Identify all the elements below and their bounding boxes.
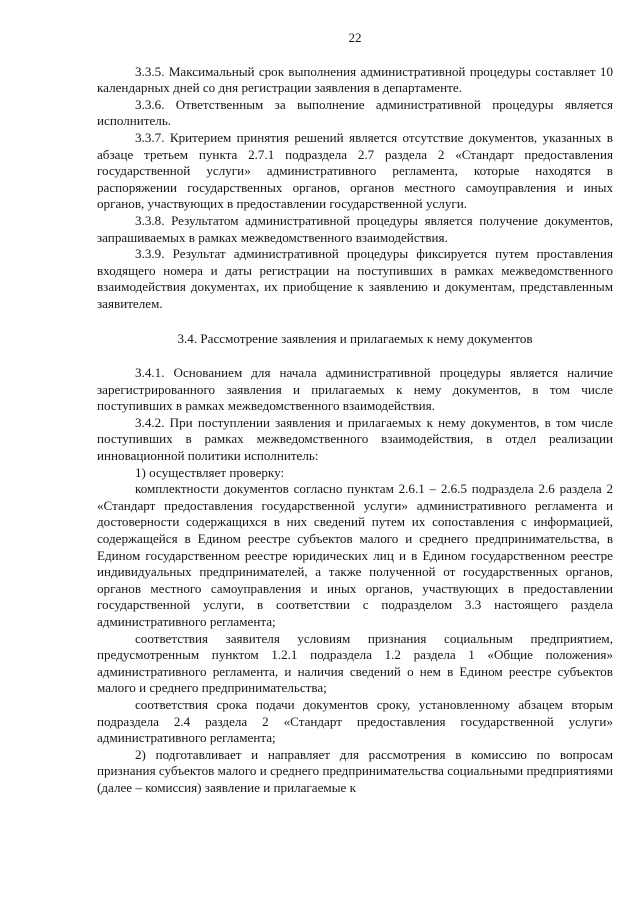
paragraph-3-3-7: 3.3.7. Критерием принятия решений является отсутствие документов, указанных в абзаце третьем пункта 2.7.1 подраздела 2.7 раздела 2 «Стандарт предоставления государственной услуги» административного регламента, которые находятся в распоряжении государственных органов, органов местного самоуправления и иных органов, участвующих в предоставлении государственной услуги. <box>97 129 613 212</box>
page-number: 22 <box>348 30 362 45</box>
paragraph-deadline-compliance: соответствия срока подачи документов сроку, установленному абзацем вторым подраздела 2.4 раздела 2 «Стандарт предоставления государственной услуги» административного регламента; <box>97 696 613 746</box>
paragraph-3-3-9: 3.3.9. Результат административной процедуры фиксируется путем проставления входящего номера и даты регистрации на поступивших в рамках межведомственного взаимодействия документах, их приобщение к заявлению и документам, представленным заявителем. <box>97 246 613 311</box>
list-item-check: 1) осуществляет проверку: <box>135 464 285 480</box>
paragraph-3-4-1: 3.4.1. Основанием для начала административной процедуры является наличие зарегистрированного заявления и прилагаемых к нему документов, в том числе поступивших в рамках межведомственного взаимодействия. <box>97 365 613 414</box>
paragraph-3-3-6: 3.3.6. Ответственным за выполнение административной процедуры является исполнитель. <box>97 96 613 129</box>
paragraph-3-3-5: 3.3.5. Максимальный срок выполнения административной процедуры составляет 10 календарных дней со дня регистрации заявления в департаменте. <box>97 63 613 96</box>
paragraph-applicant-compliance: соответствия заявителя условиям признания социальным предприятием, предусмотренным пунктом 1.2.1 подраздела 1.2 раздела 1 «Общие положения» административного регламента, и наличия сведений о нем в Едином реестре субъектов малого и среднего предпринимательства; <box>97 630 613 696</box>
paragraph-3-3-8: 3.3.8. Результатом административной процедуры является получение документов, запрашиваемых в рамках межведомственного взаимодействия. <box>97 212 613 245</box>
document-page <box>97 30 613 797</box>
section-heading: 3.4. Рассмотрение заявления и прилагаемых к нему документов <box>177 330 533 346</box>
paragraph-completeness: комплектности документов согласно пунктам 2.6.1 – 2.6.5 подраздела 2.6 раздела 2 «Стандарт предоставления государственной услуги» административного регламента и достоверности содержащихся в них сведений путем их сопоставления с информацией, содержащейся в Едином реестре субъектов малого и среднего предпринимательства, в Едином государственном реестре юридических лиц и в Едином государственном реестре индивидуальных предпринимателей, а также полученной от государственных органов, органов местного самоуправления и иных органов, участвующих в предоставлении государственной услуги, в соответствии с подразделом 3.3 настоящего раздела административного регламента; <box>97 481 613 629</box>
list-item-prepare: 2) подготавливает и направляет для рассмотрения в комиссию по вопросам признания субъектов малого и среднего предпринимательства социальными предприятиями (далее – комиссия) заявление и прилагаемые к <box>97 746 613 795</box>
paragraph-3-4-2: 3.4.2. При поступлении заявления и прилагаемых к нему документов, в том числе поступивших в рамках межведомственного взаимодействия, в отдел реализации инновационной политики исполнитель: <box>97 414 613 464</box>
